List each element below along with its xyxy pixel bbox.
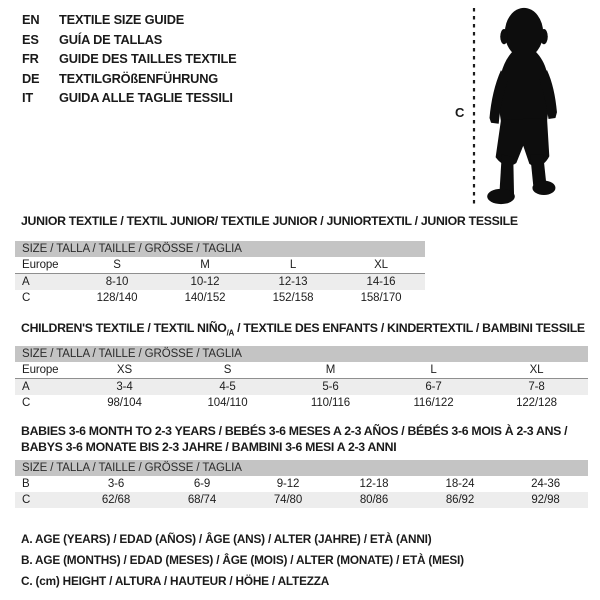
column-header: XS: [73, 362, 176, 379]
column-header: S: [176, 362, 279, 379]
language-title-list: [22, 10, 237, 108]
junior-table-title: JUNIOR TEXTILE / TEXTIL JUNIOR/ TEXTILE JUNIOR / JUNIORTEXTIL / JUNIOR TESSILE: [21, 214, 518, 228]
table-cell: 14-16: [337, 274, 425, 291]
baby-height-figure: [450, 0, 600, 220]
table-cell: 6-9: [193, 478, 211, 490]
table-cell: 7-8: [485, 379, 588, 396]
column-header: L: [249, 257, 337, 274]
table-cell: 80/86: [331, 492, 417, 508]
babies-size-table: [15, 460, 588, 508]
table-cell: 128/140: [96, 292, 138, 304]
language-code: FR: [22, 51, 39, 66]
table-cell: 86/92: [417, 492, 503, 508]
table-cell: 12-13: [249, 274, 337, 291]
table-row-a: [15, 274, 425, 291]
legend-line-b: B. AGE (MONTHS) / EDAD (MESES) / ÂGE (MOIS) / ALTER (MONATE) / ETÀ (MESI): [21, 553, 464, 567]
guide-title: GUÍA DE TALLAS: [59, 31, 163, 47]
row-label: B: [22, 478, 30, 490]
language-row-es: [22, 30, 237, 50]
table-cell: 24-36: [531, 478, 560, 490]
row-label: C: [22, 397, 31, 409]
language-code: ES: [22, 31, 39, 47]
column-header: Europe: [15, 257, 73, 274]
column-header: M: [279, 362, 382, 379]
table-row-b: [15, 476, 588, 492]
guide-title: TEXTILGRÖßENFÜHRUNG: [59, 70, 218, 86]
table-cell: 4-5: [176, 379, 279, 396]
language-row-fr: [22, 49, 237, 69]
table-cell: 74/80: [245, 492, 331, 508]
guide-title: GUIDE DES TAILLES TEXTILE: [59, 51, 237, 66]
language-code: IT: [22, 90, 33, 105]
guide-title: GUIDA ALLE TAGLIE TESSILI: [59, 90, 233, 105]
column-header: XL: [337, 257, 425, 274]
column-header-row: [15, 362, 588, 379]
column-header: Europe: [15, 362, 73, 379]
table-cell: 92/98: [503, 492, 588, 508]
table-cell: 98/104: [107, 397, 142, 409]
table-cell: 116/122: [413, 397, 454, 409]
language-code: DE: [22, 70, 40, 86]
table-cell: 5-6: [279, 379, 382, 396]
babies-title-line1: BABIES 3-6 MONTH TO 2-3 YEARS / BEBÉS 3-6 MESES A 2-3 AÑOS / BÉBÉS 3-6 MOIS À 2-3 ANS /: [21, 424, 568, 438]
table-cell: 6-7: [382, 379, 485, 396]
legend-line-a: A. AGE (YEARS) / EDAD (AÑOS) / ÂGE (ANS) / ALTER (JAHRE) / ETÀ (ANNI): [21, 532, 432, 546]
row-label: A: [15, 379, 73, 396]
babies-table-title: [21, 424, 567, 455]
table-cell: 140/152: [184, 292, 226, 304]
language-row-en: [22, 10, 237, 30]
column-header: XL: [485, 362, 588, 379]
table-cell: 104/110: [207, 397, 248, 409]
table-cell: 110/116: [310, 397, 351, 409]
table-cell: 68/74: [159, 492, 245, 508]
guide-title: TEXTILE SIZE GUIDE: [59, 12, 185, 27]
babies-title-line2: BABYS 3-6 MONATE BIS 2-3 JAHRE / BAMBINI 3-6 MESI A 2-3 ANNI: [21, 439, 397, 454]
table-cell: 10-12: [161, 274, 249, 291]
size-header-bar: [15, 460, 588, 476]
language-code: EN: [22, 12, 40, 27]
table-cell: 62/68: [73, 492, 159, 508]
junior-size-table: [15, 241, 425, 306]
size-header-bar: [15, 241, 425, 257]
table-cell: 122/128: [516, 397, 557, 409]
column-header: S: [73, 257, 161, 274]
table-cell: 3-4: [73, 379, 176, 396]
table-cell: 9-12: [276, 478, 300, 490]
table-row-c: [15, 290, 425, 306]
language-row-de: [22, 69, 237, 89]
table-cell: 158/170: [360, 292, 402, 304]
language-row-it: [22, 88, 237, 108]
size-header-label: SIZE / TALLA / TAILLE / GRÖSSE / TAGLIA: [15, 241, 425, 257]
children-title-pre: CHILDREN'S TEXTILE / TEXTIL NIÑO: [21, 321, 227, 335]
row-label: A: [15, 274, 73, 291]
table-row-c: [15, 395, 588, 411]
column-header: M: [161, 257, 249, 274]
table-row-c: [15, 492, 588, 508]
column-header: L: [382, 362, 485, 379]
table-cell: 3-6: [107, 478, 125, 490]
table-row-a: [15, 379, 588, 396]
size-header-bar: [15, 346, 588, 362]
row-label: C: [15, 492, 73, 508]
height-dashed-line: [472, 8, 476, 208]
row-label: C: [22, 292, 31, 304]
height-measure-label: C: [455, 105, 465, 120]
children-size-table: [15, 346, 588, 411]
legend-line-c: C. (cm) HEIGHT / ALTURA / HAUTEUR / HÖHE / ALTEZZA: [21, 574, 330, 588]
table-cell: 8-10: [73, 274, 161, 291]
children-title-sub: /A: [226, 328, 234, 338]
table-cell: 152/158: [272, 292, 314, 304]
baby-silhouette-icon: [478, 6, 570, 207]
children-title-post: / TEXTILE DES ENFANTS / KINDERTEXTIL / BAMBINI TESSILE: [233, 321, 585, 335]
measure-legend: [21, 529, 464, 592]
size-header-label: SIZE / TALLA / TAILLE / GRÖSSE / TAGLIA: [15, 460, 588, 476]
children-table-title: [21, 321, 585, 337]
table-cell: 12-18: [359, 478, 389, 490]
table-cell: 18-24: [445, 478, 475, 490]
size-header-label: SIZE / TALLA / TAILLE / GRÖSSE / TAGLIA: [15, 346, 588, 362]
column-header-row: [15, 257, 425, 274]
